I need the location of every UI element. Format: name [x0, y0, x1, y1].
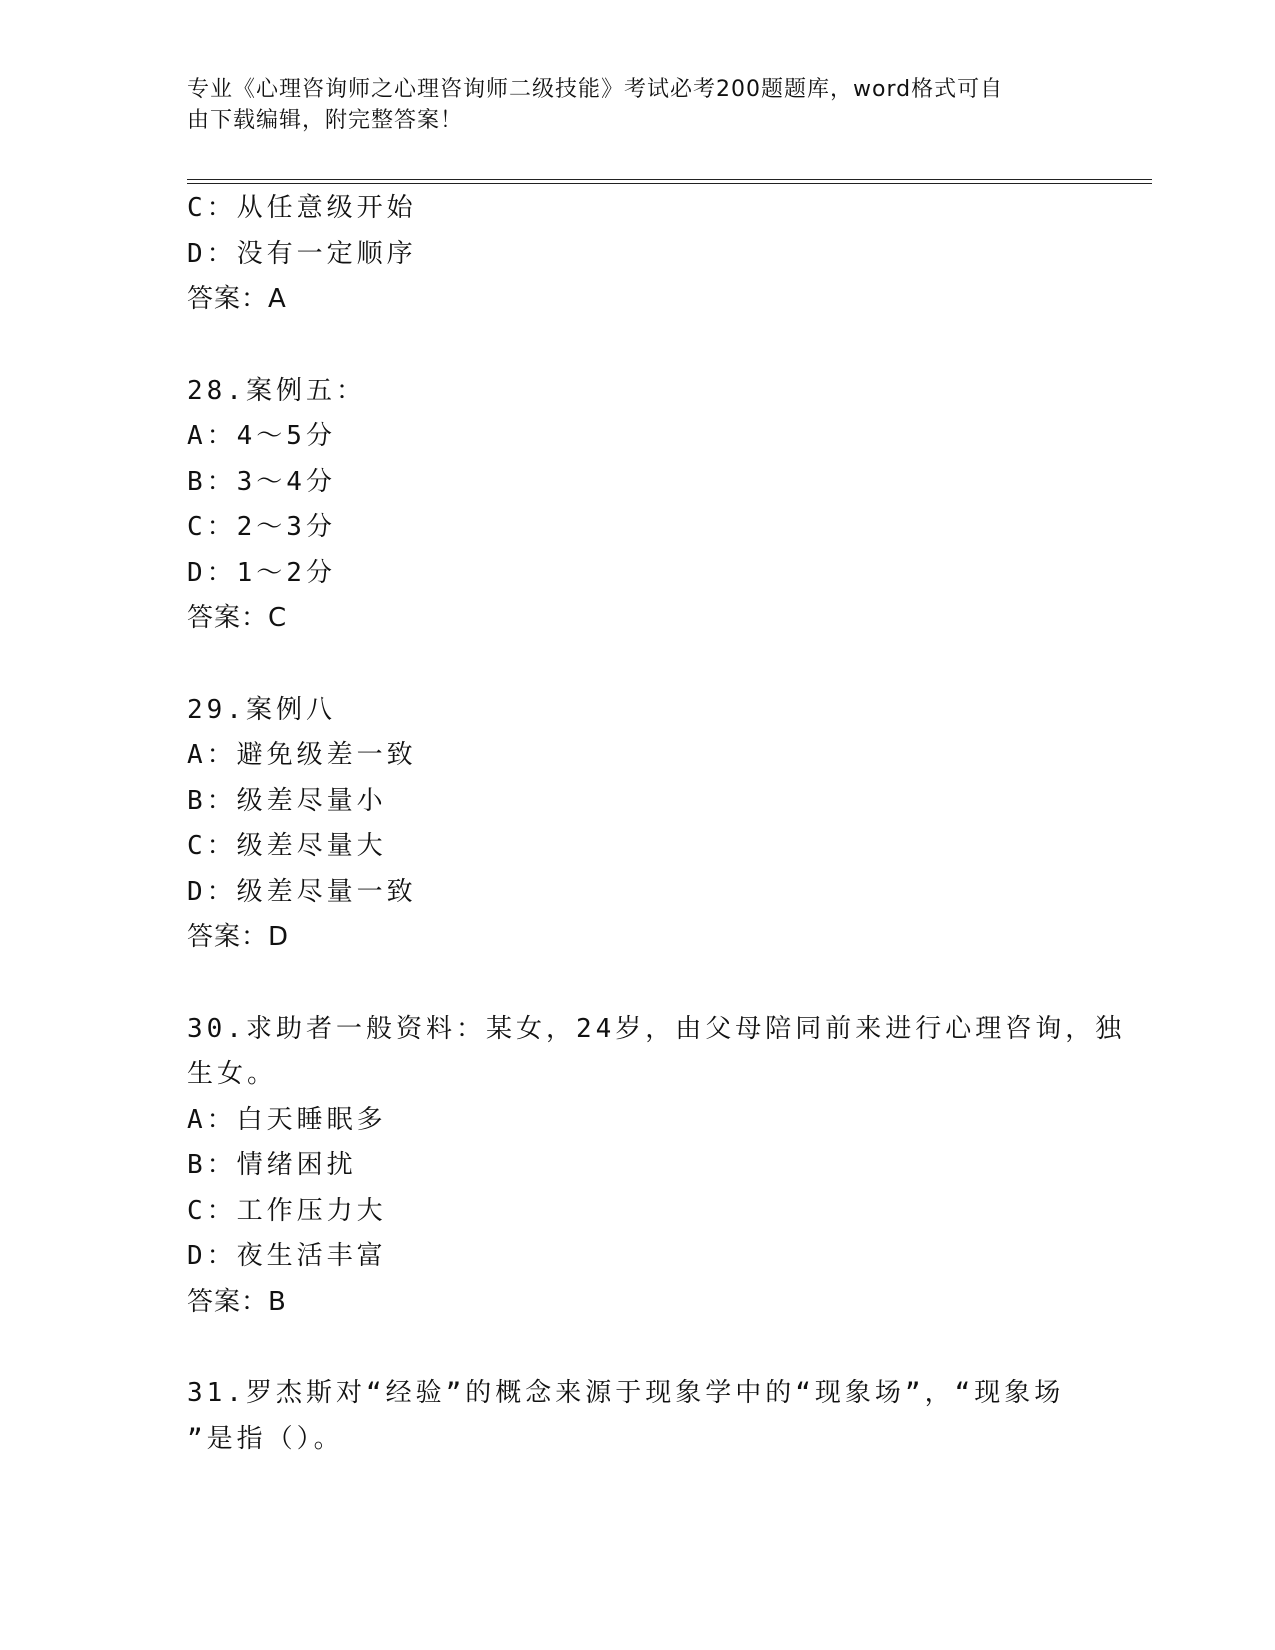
option-c [187, 824, 1087, 870]
option-text: 4～5分 [236, 421, 336, 451]
header-divider [187, 179, 1152, 181]
spacer [187, 642, 1087, 688]
option-text: 避免级差一致 [236, 740, 417, 770]
question-30 [187, 1007, 1126, 1326]
option-text: 情绪困扰 [236, 1150, 357, 1180]
option-c [187, 505, 1087, 551]
spacer [187, 1325, 1087, 1371]
option-label: D： [187, 557, 237, 588]
question-stem: 29.案例八 [187, 694, 336, 725]
option-label: A： [187, 740, 237, 770]
option-text: 3～4分 [236, 466, 336, 497]
question-stem: 31.罗杰斯对“经验”的概念来源于现象学中的“现象场”，“现象场 [187, 1378, 1065, 1408]
option-d [187, 1234, 1087, 1280]
carryover-block [187, 186, 1087, 323]
option-text: 级差尽量小 [236, 785, 387, 816]
option-text: 级差尽量大 [236, 831, 387, 861]
option-label: D： [187, 238, 237, 269]
question-31 [187, 1371, 1087, 1462]
option-label: C： [187, 1195, 237, 1226]
question-29 [187, 688, 1087, 961]
question-stem: 28.案例五： [187, 375, 366, 406]
spacer [187, 323, 1087, 369]
option-text: 夜生活丰富 [236, 1241, 387, 1271]
answer-line: 答案：A [187, 284, 287, 314]
document-header [187, 74, 1087, 136]
question-28 [187, 369, 1087, 642]
option-label: C： [187, 193, 237, 223]
header-line-1: 专业《心理咨询师之心理咨询师二级技能》考试必考200题题库，word格式可自 [187, 77, 1004, 102]
option-label: B： [187, 1150, 237, 1180]
option-d [187, 551, 1087, 597]
option-label: C： [187, 831, 237, 861]
option-b [187, 460, 1087, 506]
answer-line: 答案：B [187, 1286, 287, 1317]
option-label: D： [187, 876, 237, 907]
option-text: 级差尽量一致 [236, 876, 417, 907]
option-b [187, 779, 1087, 825]
option-text: 白天睡眠多 [236, 1104, 387, 1135]
question-stem: 30.求助者一般资料：某女，24岁，由父母陪同前来进行心理咨询，独 [187, 1013, 1126, 1044]
option-b [187, 1143, 1087, 1189]
option-label: D： [187, 1241, 237, 1271]
answer-line: 答案：C [187, 603, 288, 633]
option-a [187, 733, 1087, 779]
option-label: B： [187, 466, 237, 497]
option-text: 1～2分 [236, 557, 336, 588]
option-a [187, 1098, 1087, 1144]
option-text: 工作压力大 [236, 1195, 387, 1226]
option-text: 2～3分 [236, 512, 336, 542]
option-label: A： [187, 1104, 237, 1135]
option-label: C： [187, 512, 237, 542]
header-line-2: 由下载编辑，附完整答案！ [187, 108, 464, 133]
spacer [187, 961, 1087, 1007]
option-text: 从任意级开始 [236, 193, 417, 223]
option-label: B： [187, 785, 237, 816]
option-label: A： [187, 421, 237, 451]
option-d [187, 232, 1087, 278]
question-list [187, 186, 1126, 1462]
header-divider-double [187, 183, 1152, 185]
answer-line: 答案：D [187, 922, 290, 952]
question-stem-continued: ”是指（）。 [187, 1423, 344, 1454]
option-text: 没有一定顺序 [236, 238, 417, 269]
question-stem-continued: 生女。 [187, 1059, 278, 1089]
option-c [187, 1189, 1087, 1235]
option-d [187, 870, 1087, 916]
option-c [187, 186, 1087, 232]
option-a [187, 414, 1087, 460]
